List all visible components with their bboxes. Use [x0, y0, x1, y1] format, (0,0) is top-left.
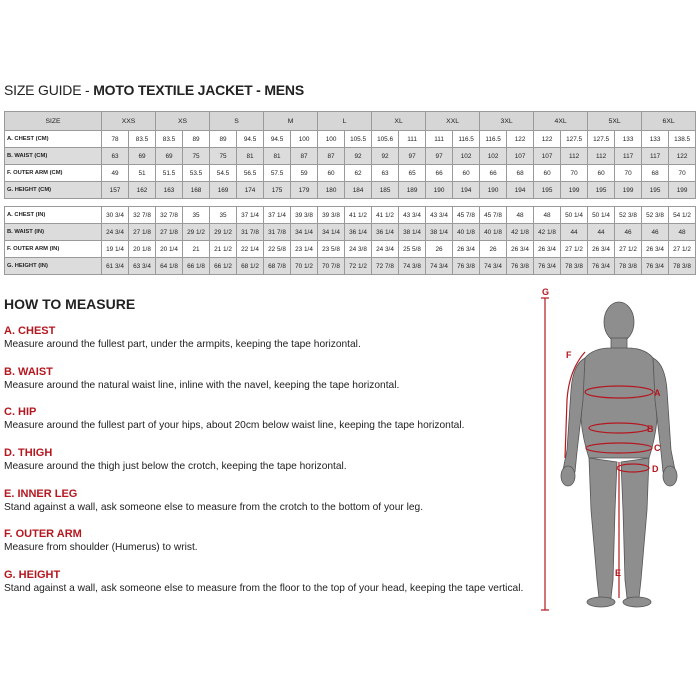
- table-row: [5, 131, 696, 148]
- table-cell: 105.6: [372, 131, 399, 148]
- table-cell: 27 1/2: [561, 241, 588, 258]
- table-cell: 76 3/4: [534, 258, 561, 275]
- label-d: D: [652, 464, 659, 474]
- table-cell: 100: [291, 131, 318, 148]
- measure-text: Measure around the natural waist line, inline with the navel, keeping the tape horizontal.: [4, 380, 400, 391]
- measure-title: D. THIGH: [4, 447, 53, 459]
- label-g: G: [542, 287, 550, 297]
- table-cell: 78: [102, 131, 129, 148]
- table-cell: 20 1/4: [156, 241, 183, 258]
- table-cell: 60: [318, 165, 345, 182]
- table-cell: 56.5: [237, 165, 264, 182]
- table-cell: 133: [615, 131, 642, 148]
- table-cell: 38 1/4: [426, 224, 453, 241]
- size-header: XXL: [426, 112, 480, 131]
- row-label: A. CHEST (CM): [5, 131, 102, 148]
- table-cell: 53.5: [183, 165, 210, 182]
- table-cell: 81: [264, 148, 291, 165]
- table-cell: 174: [237, 182, 264, 199]
- table-cell: 52 3/8: [642, 207, 669, 224]
- table-cell: 24 3/8: [345, 241, 372, 258]
- table-cell: 40 1/8: [480, 224, 507, 241]
- table-cell: 19 1/4: [102, 241, 129, 258]
- label-e: E: [615, 568, 622, 578]
- table-cell: 26 3/4: [453, 241, 480, 258]
- table-cell: 190: [426, 182, 453, 199]
- table-cell: 66 1/8: [183, 258, 210, 275]
- table-cell: 76 3/4: [642, 258, 669, 275]
- table-cell: 30 3/4: [102, 207, 129, 224]
- table-cell: 42 1/8: [507, 224, 534, 241]
- table-cell: 69: [156, 148, 183, 165]
- table-cell: 76 3/8: [507, 258, 534, 275]
- table-cell: 97: [399, 148, 426, 165]
- row-label: B. WAIST (CM): [5, 148, 102, 165]
- size-header: 5XL: [588, 112, 642, 131]
- table-cell: 22 1/4: [237, 241, 264, 258]
- table-cell: 102: [480, 148, 507, 165]
- table-cell: 83.5: [129, 131, 156, 148]
- size-table-cm: [4, 111, 696, 199]
- table-cell: 75: [183, 148, 210, 165]
- table-cell: 75: [210, 148, 237, 165]
- size-header: 3XL: [480, 112, 534, 131]
- table-cell: 105.5: [345, 131, 372, 148]
- table-cell: 195: [588, 182, 615, 199]
- table-cell: 169: [210, 182, 237, 199]
- table-cell: 43 3/4: [399, 207, 426, 224]
- table-cell: 54.5: [210, 165, 237, 182]
- table-cell: 42 1/8: [534, 224, 561, 241]
- body-measurement-figure: [533, 280, 695, 620]
- table-cell: 72 1/2: [345, 258, 372, 275]
- table-cell: 60: [453, 165, 480, 182]
- table-cell: 112: [561, 148, 588, 165]
- table-cell: 50 1/4: [561, 207, 588, 224]
- row-label: G. HEIGHT (CM): [5, 182, 102, 199]
- table-row: [5, 148, 696, 165]
- table-cell: 34 1/4: [318, 224, 345, 241]
- table-row: [5, 207, 696, 224]
- table-cell: 117: [642, 148, 669, 165]
- table-cell: 65: [399, 165, 426, 182]
- table-cell: 51.5: [156, 165, 183, 182]
- table-cell: 97: [426, 148, 453, 165]
- table-cell: 78 3/8: [561, 258, 588, 275]
- measure-chest: [4, 325, 524, 351]
- table-cell: 194: [507, 182, 534, 199]
- table-cell: 45 7/8: [453, 207, 480, 224]
- table-cell: 31 7/8: [264, 224, 291, 241]
- table-cell: 102: [453, 148, 480, 165]
- table-cell: 87: [318, 148, 345, 165]
- table-cell: 60: [588, 165, 615, 182]
- table-cell: 127.5: [561, 131, 588, 148]
- table-cell: 29 1/2: [210, 224, 237, 241]
- table-cell: 122: [507, 131, 534, 148]
- table-cell: 100: [318, 131, 345, 148]
- measure-title: C. HIP: [4, 406, 37, 418]
- table-cell: 21: [183, 241, 210, 258]
- table-cell: 107: [534, 148, 561, 165]
- size-header: XXS: [102, 112, 156, 131]
- table-cell: 27 1/8: [129, 224, 156, 241]
- table-cell: 48: [534, 207, 561, 224]
- label-c: C: [654, 443, 661, 453]
- measure-outer-arm: [4, 528, 524, 554]
- table-cell: 39 3/8: [318, 207, 345, 224]
- table-cell: 24 3/4: [102, 224, 129, 241]
- size-header-label: SIZE: [5, 112, 102, 131]
- table-cell: 195: [534, 182, 561, 199]
- table-cell: 27 1/2: [615, 241, 642, 258]
- row-label: F. OUTER ARM (CM): [5, 165, 102, 182]
- table-cell: 25 5/8: [399, 241, 426, 258]
- table-cell: 27 1/2: [669, 241, 696, 258]
- table-cell: 35: [183, 207, 210, 224]
- table-cell: 46: [642, 224, 669, 241]
- table-cell: 31 7/8: [237, 224, 264, 241]
- size-header: XL: [372, 112, 426, 131]
- label-f: F: [566, 350, 572, 360]
- table-cell: 59: [291, 165, 318, 182]
- table-row: [5, 165, 696, 182]
- label-a: A: [654, 388, 661, 398]
- table-cell: 40 1/8: [453, 224, 480, 241]
- table-cell: 70 7/8: [318, 258, 345, 275]
- table-cell: 36 1/4: [372, 224, 399, 241]
- table-cell: 50 1/4: [588, 207, 615, 224]
- measure-inner-leg: [4, 488, 524, 514]
- table-cell: 94.5: [237, 131, 264, 148]
- table-cell: 52 3/8: [615, 207, 642, 224]
- table-cell: 70: [669, 165, 696, 182]
- table-cell: 48: [669, 224, 696, 241]
- table-cell: 199: [561, 182, 588, 199]
- table-cell: 117: [615, 148, 642, 165]
- table-row: [5, 258, 696, 275]
- table-cell: 190: [480, 182, 507, 199]
- table-cell: 57.5: [264, 165, 291, 182]
- size-header: M: [264, 112, 318, 131]
- row-label: A. CHEST (IN): [5, 207, 102, 224]
- table-cell: 184: [345, 182, 372, 199]
- table-cell: 68: [507, 165, 534, 182]
- table-cell: 81: [237, 148, 264, 165]
- table-row: [5, 241, 696, 258]
- table-cell: 29 1/2: [183, 224, 210, 241]
- table-cell: 41 1/2: [345, 207, 372, 224]
- table-cell: 49: [102, 165, 129, 182]
- table-cell: 116.5: [480, 131, 507, 148]
- table-cell: 175: [264, 182, 291, 199]
- table-cell: 26 3/4: [642, 241, 669, 258]
- table-cell: 69: [129, 148, 156, 165]
- table-cell: 185: [372, 182, 399, 199]
- table-cell: 194: [453, 182, 480, 199]
- table-cell: 26 3/4: [507, 241, 534, 258]
- table-cell: 38 1/4: [399, 224, 426, 241]
- table-cell: 66: [426, 165, 453, 182]
- table-cell: 64 1/8: [156, 258, 183, 275]
- table-cell: 111: [426, 131, 453, 148]
- measure-title: B. WAIST: [4, 366, 53, 378]
- table-cell: 87: [291, 148, 318, 165]
- table-cell: 37 1/4: [237, 207, 264, 224]
- size-header: L: [318, 112, 372, 131]
- size-header: 4XL: [534, 112, 588, 131]
- table-cell: 138.5: [669, 131, 696, 148]
- row-label: B. WAIST (IN): [5, 224, 102, 241]
- measure-height: [4, 569, 524, 595]
- size-header: 6XL: [642, 112, 696, 131]
- measure-text: Stand against a wall, ask someone else to measure from the floor to the top of your head, keeping the tape vertical.: [4, 583, 524, 594]
- table-row: [5, 224, 696, 241]
- table-cell: 35: [210, 207, 237, 224]
- table-cell: 32 7/8: [156, 207, 183, 224]
- how-to-measure-heading: HOW TO MEASURE: [4, 296, 136, 312]
- table-cell: 111: [399, 131, 426, 148]
- table-cell: 45 7/8: [480, 207, 507, 224]
- table-cell: 70: [615, 165, 642, 182]
- table-cell: 43 3/4: [426, 207, 453, 224]
- table-cell: 92: [345, 148, 372, 165]
- measure-text: Measure from shoulder (Humerus) to wrist.: [4, 542, 198, 553]
- table-cell: 83.5: [156, 131, 183, 148]
- label-b: B: [647, 424, 654, 434]
- table-cell: 26 3/4: [588, 241, 615, 258]
- table-cell: 44: [561, 224, 588, 241]
- table-cell: 168: [183, 182, 210, 199]
- table-cell: 122: [534, 131, 561, 148]
- table-cell: 68 1/2: [237, 258, 264, 275]
- measure-title: A. CHEST: [4, 325, 56, 337]
- table-cell: 36 1/4: [345, 224, 372, 241]
- table-cell: 62: [345, 165, 372, 182]
- table-cell: 89: [183, 131, 210, 148]
- table-cell: 163: [156, 182, 183, 199]
- table-cell: 39 3/8: [291, 207, 318, 224]
- table-cell: 157: [102, 182, 129, 199]
- table-cell: 61 3/4: [102, 258, 129, 275]
- row-label: G. HEIGHT (IN): [5, 258, 102, 275]
- table-cell: 23 5/8: [318, 241, 345, 258]
- table-cell: 41 1/2: [372, 207, 399, 224]
- page-title: SIZE GUIDE - MOTO TEXTILE JACKET - MENS: [4, 82, 304, 98]
- measure-text: Measure around the fullest part of your hips, about 20cm below waist line, keeping the tape horizontal.: [4, 420, 465, 431]
- table-cell: 63 3/4: [129, 258, 156, 275]
- table-cell: 24 3/4: [372, 241, 399, 258]
- table-cell: 46: [615, 224, 642, 241]
- measure-thigh: [4, 447, 524, 473]
- table-cell: 116.5: [453, 131, 480, 148]
- table-cell: 76 3/8: [453, 258, 480, 275]
- table-cell: 54 1/2: [669, 207, 696, 224]
- table-cell: 26: [426, 241, 453, 258]
- table-cell: 66 1/2: [210, 258, 237, 275]
- table-cell: 107: [507, 148, 534, 165]
- table-cell: 32 7/8: [129, 207, 156, 224]
- table-cell: 22 5/8: [264, 241, 291, 258]
- table-cell: 122: [669, 148, 696, 165]
- table-cell: 127.5: [588, 131, 615, 148]
- table-cell: 68 7/8: [264, 258, 291, 275]
- measure-title: G. HEIGHT: [4, 569, 61, 581]
- row-label: F. OUTER ARM (IN): [5, 241, 102, 258]
- table-cell: 27 1/8: [156, 224, 183, 241]
- measure-text: Measure around the fullest part, under the armpits, keeping the tape horizontal.: [4, 339, 361, 350]
- table-cell: 74 3/8: [399, 258, 426, 275]
- table-cell: 51: [129, 165, 156, 182]
- table-cell: 37 1/4: [264, 207, 291, 224]
- table-cell: 63: [102, 148, 129, 165]
- table-cell: 68: [642, 165, 669, 182]
- measure-hip: [4, 406, 524, 432]
- size-header: XS: [156, 112, 210, 131]
- table-cell: 20 1/8: [129, 241, 156, 258]
- table-cell: 48: [507, 207, 534, 224]
- table-cell: 195: [642, 182, 669, 199]
- table-cell: 21 1/2: [210, 241, 237, 258]
- table-cell: 70: [561, 165, 588, 182]
- table-cell: 26: [480, 241, 507, 258]
- measure-text: Measure around the thigh just below the crotch, keeping the tape horizontal.: [4, 461, 347, 472]
- measure-waist: [4, 366, 524, 392]
- table-cell: 23 1/4: [291, 241, 318, 258]
- table-cell: 44: [588, 224, 615, 241]
- table-cell: 133: [642, 131, 669, 148]
- size-table-inches: [4, 206, 696, 275]
- table-cell: 180: [318, 182, 345, 199]
- table-cell: 94.5: [264, 131, 291, 148]
- table-cell: 66: [480, 165, 507, 182]
- table-cell: 199: [615, 182, 642, 199]
- table-cell: 60: [534, 165, 561, 182]
- table-cell: 78 3/8: [615, 258, 642, 275]
- table-cell: 189: [399, 182, 426, 199]
- table-row: [5, 182, 696, 199]
- measure-title: F. OUTER ARM: [4, 528, 82, 540]
- size-header: S: [210, 112, 264, 131]
- table-cell: 92: [372, 148, 399, 165]
- table-cell: 179: [291, 182, 318, 199]
- table-cell: 112: [588, 148, 615, 165]
- table-cell: 162: [129, 182, 156, 199]
- table-cell: 78 3/8: [669, 258, 696, 275]
- table-cell: 63: [372, 165, 399, 182]
- table-cell: 74 3/4: [480, 258, 507, 275]
- measure-text: Stand against a wall, ask someone else to measure from the crotch to the bottom of your leg.: [4, 502, 424, 513]
- table-cell: 89: [210, 131, 237, 148]
- table-cell: 34 1/4: [291, 224, 318, 241]
- table-cell: 26 3/4: [534, 241, 561, 258]
- table-cell: 76 3/4: [588, 258, 615, 275]
- table-cell: 70 1/2: [291, 258, 318, 275]
- measure-title: E. INNER LEG: [4, 488, 78, 500]
- table-cell: 72 7/8: [372, 258, 399, 275]
- table-cell: 74 3/4: [426, 258, 453, 275]
- table-cell: 199: [669, 182, 696, 199]
